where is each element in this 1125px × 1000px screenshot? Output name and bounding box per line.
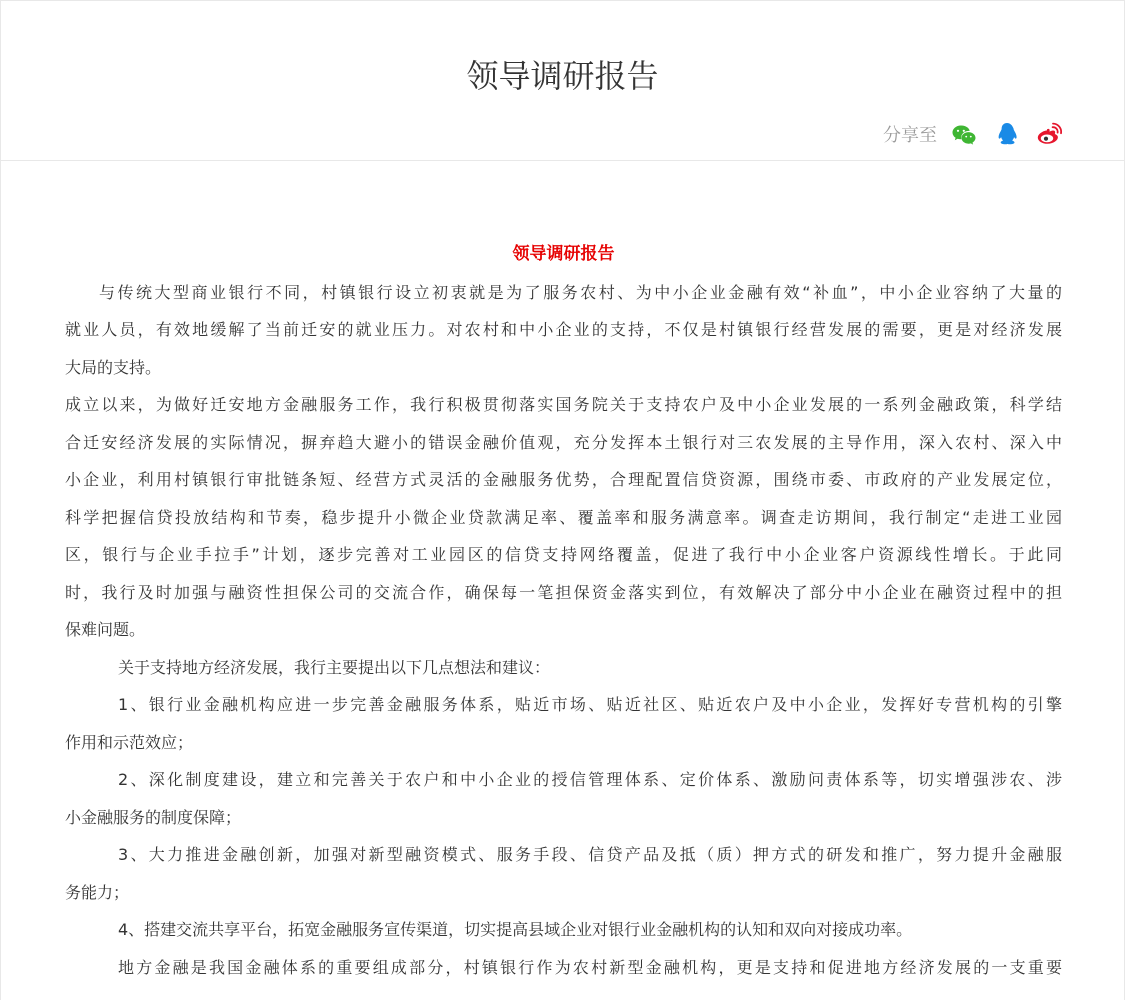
paragraph-line: 1、银行业金融机构应进一步完善金融服务体系，贴近市场、贴近社区、贴近农户及中小企业，发挥好专营机构的引擎 (118, 695, 1062, 714)
suggestion-item (65, 761, 1062, 836)
share-label: 分享至 (883, 125, 937, 146)
page-title: 领导调研报告 (466, 57, 659, 95)
paragraph-line: 与传统大型商业银行不同，村镇银行设立初衷就是为了服务农村、为中小企业金融有效“补血”，中小企业容纳了大量的 (99, 282, 1062, 302)
paragraph (65, 949, 1062, 987)
qq-icon (997, 122, 1017, 146)
suggestion-item (65, 686, 1062, 761)
article-header (1, 1, 1124, 161)
wechat-icon (952, 124, 976, 146)
share-wechat-button[interactable] (952, 124, 976, 146)
suggestion-item (65, 836, 1062, 911)
paragraph (65, 386, 1062, 649)
paragraph-line: 保难问题。 (65, 620, 146, 639)
paragraph-line: 4、搭建交流共享平台，拓宽金融服务宣传渠道，切实提高县域企业对银行业金融机构的认知和双向对接成功率。 (118, 920, 913, 939)
share-weibo-button[interactable] (1036, 122, 1062, 146)
article-heading: 领导调研报告 (512, 244, 615, 264)
paragraph-line: 关于支持地方经济发展，我行主要提出以下几点想法和建议： (118, 657, 551, 677)
paragraph-line: 合迁安经济发展的实际情况，摒弃趋大避小的错误金融价值观，充分发挥本土银行对三农发展的主导作用，深入农村、深入中 (65, 432, 1062, 452)
paragraph-line: 3、大力推进金融创新，加强对新型融资模式、服务手段、信贷产品及抵（质）押方式的研发和推广，努力提升金融服 (118, 845, 1062, 864)
paragraph-line: 小企业，利用村镇银行审批链条短、经营方式灵活的金融服务优势，合理配置信贷资源，围绕市委、市政府的产业发展定位， (65, 470, 1062, 489)
paragraph-line: 就业人员，有效地缓解了当前迁安的就业压力。对农村和中小企业的支持，不仅是村镇银行经营发展的需要，更是对经济发展 (65, 320, 1062, 339)
paragraph-line: 区，银行与企业手拉手”计划，逐步完善对工业园区的信贷支持网络覆盖，促进了我行中小企业客户资源线性增长。于此同 (65, 545, 1062, 564)
paragraph-line: 作用和示范效应； (65, 732, 194, 752)
share-qq-button[interactable] (997, 122, 1017, 146)
paragraph-line: 成立以来，为做好迁安地方金融服务工作，我行积极贯彻落实国务院关于支持农户及中小企业发展的一系列金融政策，科学结 (65, 395, 1062, 414)
paragraph (65, 649, 1062, 687)
paragraph-line: 务能力； (65, 882, 130, 902)
paragraph-line: 大局的支持。 (65, 357, 162, 377)
article-body (1, 161, 1124, 986)
paragraph-line: 地方金融是我国金融体系的重要组成部分，村镇银行作为农村新型金融机构，更是支持和促进地方经济发展的一支重要 (118, 957, 1062, 977)
paragraph (65, 274, 1062, 387)
paragraph-line: 2、深化制度建设，建立和完善关于农户和中小企业的授信管理体系、定价体系、激励问责体系等，切实增强涉农、涉 (118, 770, 1062, 789)
paragraph-line: 科学把握信贷投放结构和节奏，稳步提升小微企业贷款满足率、覆盖率和服务满意率。调查走访期间，我行制定“走进工业园 (65, 507, 1062, 527)
weibo-icon (1036, 122, 1062, 146)
suggestion-item (65, 911, 1062, 949)
paragraph-line: 小金融服务的制度保障； (65, 807, 242, 827)
paragraph-line: 时，我行及时加强与融资性担保公司的交流合作，确保每一笔担保资金落实到位，有效解决了部分中小企业在融资过程中的担 (65, 582, 1062, 602)
